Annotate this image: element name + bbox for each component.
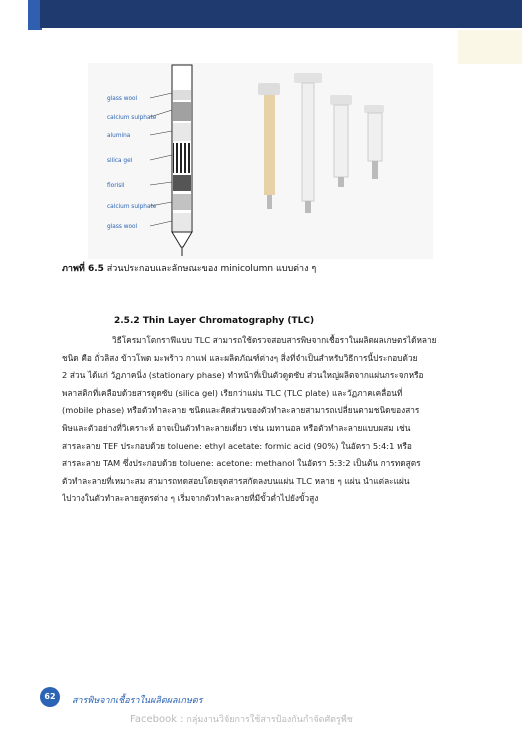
header-band-fill	[40, 0, 522, 28]
header-band	[0, 0, 522, 30]
body-line: พิษและตัวอย่างที่วิเคราะห์ อาจเป็นตัวทำละลายเดี่ยว เช่น เมทานอล หรือตัวทำละลายแบบผสม เช่น	[62, 422, 411, 433]
body-line: 2 ส่วน ได้แก่ วัฏภาคนิ่ง (stationary phase) ทำหน้าที่เป็นตัวดูดซับ ส่วนใหญ่ผลิตจากแผ่นกระจกหรือ	[62, 370, 424, 381]
minicolumn-illustration	[88, 63, 433, 259]
body-line: ไปวางในตัวทำละลายสูตรต่าง ๆ เริ่มจากตัวทำละลายที่มีขั้วต่ำไปยังขั้วสูง	[62, 493, 319, 504]
section-body	[62, 332, 458, 508]
label-calcium-sulphate-bottom: calcium sulphate	[107, 204, 157, 210]
body-line: สารละลาย TEF ประกอบด้วย toluene: ethyl acetate: formic acid (90%) ในอัตรา 5:4:1 หรือ	[62, 440, 412, 451]
caption-prefix: ภาพที่ 6.5	[62, 264, 104, 274]
watermark	[130, 712, 353, 726]
body-line: ตัวทำละลายที่เหมาะสม สามารถทดสอบโดยจุดสารสกัดลงบนแผ่น TLC หลาย ๆ แผ่น นำแต่ละแผ่น	[62, 475, 410, 486]
layer-labels	[107, 96, 157, 230]
page-number-badge: 62	[40, 687, 60, 707]
caption-text: ส่วนประกอบและลักษณะของ minicolumn แบบต่าง ๆ	[103, 264, 317, 274]
cartridge-photo	[258, 73, 384, 213]
section-heading: 2.5.2 Thin Layer Chromatography (TLC)	[114, 316, 315, 326]
body-line: สารละลาย TAM ซึ่งประกอบด้วย toluene: acetone: methanol ในอัตรา 5:3:2 เป็นต้น การทดสูตร	[62, 458, 421, 469]
label-alumina: alumina	[107, 133, 131, 139]
label-silica-gel: silica gel	[107, 158, 133, 164]
label-glass-wool-bottom: glass wool	[107, 224, 138, 230]
body-line: (mobile phase) หรือตัวทำละลาย ชนิดและสัดส่วนของตัวทำละลายสามารถเปลี่ยนตามชนิดของสาร	[62, 405, 420, 416]
figure-caption	[62, 262, 482, 276]
label-calcium-sulphate-top: calcium sulphate	[107, 115, 157, 121]
label-florisil: florisil	[107, 183, 125, 189]
header-corner-tab	[458, 30, 522, 64]
label-glass-wool-top: glass wool	[107, 96, 138, 102]
running-footer-title: สารพิษจากเชื้อราในผลิตผลเกษตร	[72, 696, 203, 706]
watermark-page: กลุ่มงานวิจัยการใช้สารป้องกันกำจัดศัตรูพืช	[183, 715, 353, 725]
body-line: พลาสติกที่เคลือบด้วยสารดูดซับ (silica gel) เรียกว่าแผ่น TLC (TLC plate) และวัฏภาคเคลื่อนที่	[62, 387, 403, 398]
column-diagram	[172, 65, 192, 256]
body-line: ชนิด คือ ถั่วลิสง ข้าวโพด มะพร้าว กาแฟ และผลิตภัณฑ์ต่างๆ สิ่งที่จำเป็นสำหรับวิธีการนี้ประกอบด้วย	[62, 352, 418, 363]
body-line: วิธีโครมาโตกราฟีแบบ TLC สามารถใช้ตรวจสอบสารพิษจากเชื้อราในผลิตผลเกษตรได้หลาย	[112, 335, 437, 345]
minicolumn-figure	[88, 63, 433, 259]
watermark-platform: Facebook :	[130, 714, 184, 725]
